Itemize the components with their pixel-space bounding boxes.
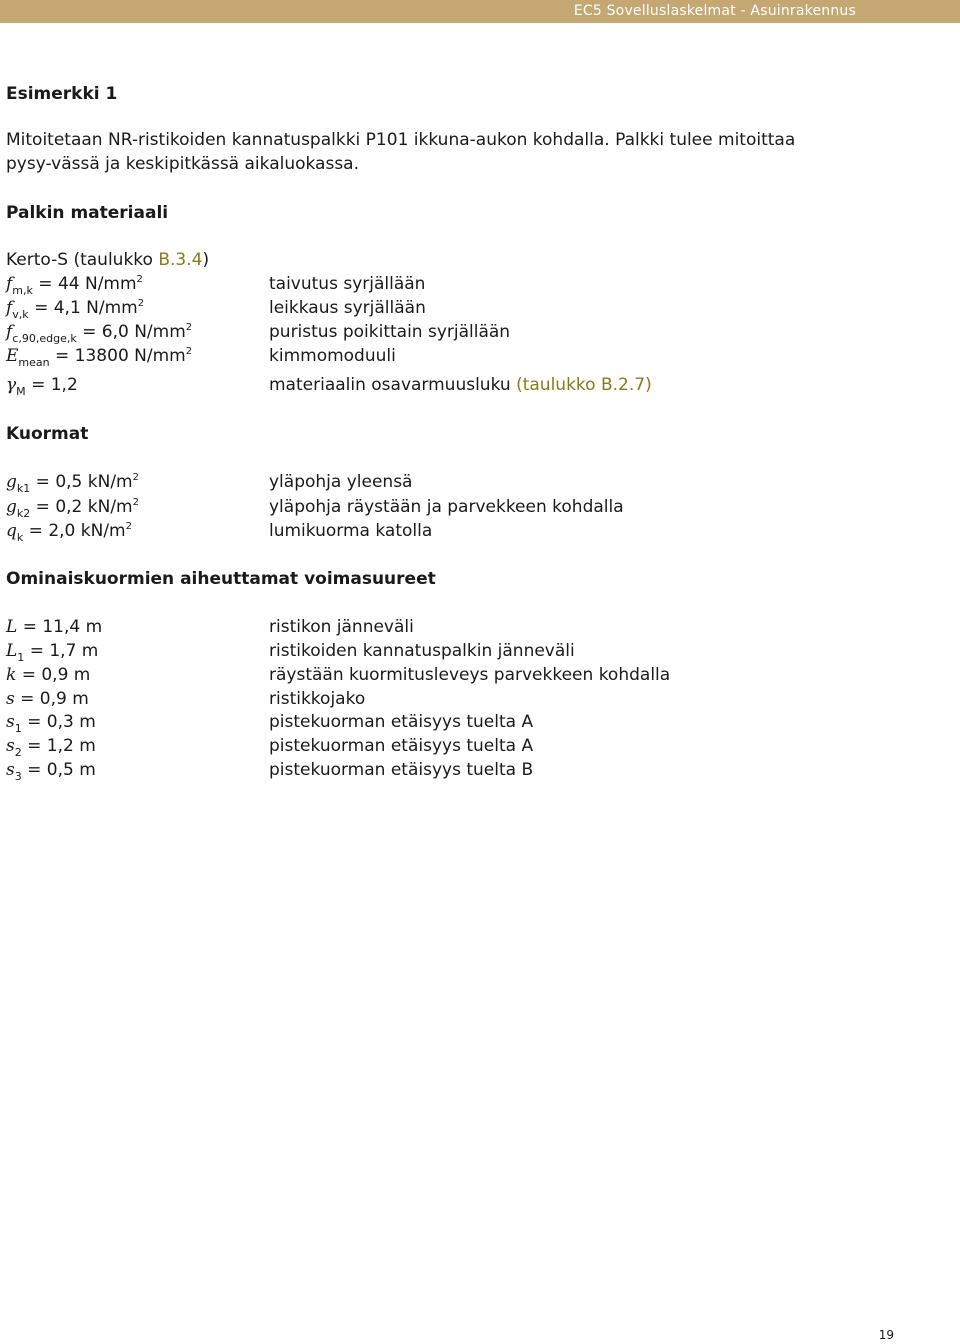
material-row-gamma xyxy=(0,375,960,399)
effect-row-value: L = 11,4 m xyxy=(6,617,103,637)
load-row-gk1 xyxy=(0,472,960,496)
material-row-emean xyxy=(0,346,960,370)
effects-heading: Ominaiskuormien aiheuttamat voimasuureet xyxy=(6,569,436,589)
effect-row-value: $L_1 = 1,7$ m xyxy=(6,641,99,664)
load-row-description: yläpohja räystään ja parvekkeen kohdalla xyxy=(269,497,624,517)
material-row-value: $E_{mean} = 13800$ $N/mm^2$ xyxy=(6,346,193,369)
effect-row-s3 xyxy=(0,760,960,784)
header-bar xyxy=(0,0,960,23)
effect-row-s1 xyxy=(0,712,960,736)
effect-row-l1 xyxy=(0,641,960,665)
load-row-value: $q_k = 2,0$ $kN/m^2$ xyxy=(6,521,132,544)
material-row-description: leikkaus syrjällään xyxy=(269,298,426,318)
material-heading: Palkin materiaali xyxy=(6,203,169,223)
load-row-description: lumikuorma katolla xyxy=(269,521,433,541)
material-row-value: $f_{m,k} = 44$ $N/mm^2$ xyxy=(6,274,143,297)
material-row-fmk xyxy=(0,274,960,298)
effect-row-value: $s_3 = 0,5$ m xyxy=(6,760,96,783)
effect-row-description: pistekuorman etäisyys tuelta B xyxy=(269,760,534,780)
header-title: EC5 Sovelluslaskelmat - Asuinrakennus xyxy=(573,3,856,19)
material-name-suffix: ) xyxy=(202,250,210,270)
effect-row-description: ristikoiden kannatuspalkin jänneväli xyxy=(269,641,575,661)
material-row-fc90 xyxy=(0,322,960,346)
effect-row-description: räystään kuormitusleveys parvekkeen kohdalla xyxy=(269,665,671,685)
effect-row-description: ristikkojako xyxy=(269,689,366,709)
load-row-value: $g_{k2} = 0,2$ $kN/m^2$ xyxy=(6,497,139,520)
material-row-value: $\gamma_M = 1,2$ xyxy=(6,375,78,398)
material-row-description: kimmomoduuli xyxy=(269,346,396,366)
page-number: 19 xyxy=(878,1328,894,1342)
load-row-gk2 xyxy=(0,497,960,521)
example-intro: Mitoitetaan NR-ristikoiden kannatuspalkki P101 ikkuna-aukon kohdalla. Palkki tulee mitoittaa pysy-vässä ja keskipitkässä aikaluokassa. xyxy=(6,130,796,174)
effect-row-description: pistekuorman etäisyys tuelta A xyxy=(269,712,534,732)
effect-row-s2 xyxy=(0,736,960,760)
effect-row-value: $s_1 = 0,3$ m xyxy=(6,712,96,735)
material-name xyxy=(6,250,209,270)
effect-row-s xyxy=(0,689,960,713)
material-row-description: materiaalin osavarmuusluku (taulukko B.2.7) xyxy=(269,375,652,395)
effect-row-l xyxy=(0,617,960,641)
material-name-reference: B.3.4 xyxy=(158,250,203,270)
load-row-qk xyxy=(0,521,960,545)
example-title: Esimerkki 1 xyxy=(6,84,118,104)
effect-row-value: s = 0,9 m xyxy=(6,689,89,709)
effect-row-description: pistekuorman etäisyys tuelta A xyxy=(269,736,534,756)
load-row-description: yläpohja yleensä xyxy=(269,472,413,492)
effect-row-value: k = 0,9 m xyxy=(6,665,91,685)
material-row-description: puristus poikittain syrjällään xyxy=(269,322,511,342)
loads-heading: Kuormat xyxy=(6,424,89,444)
load-row-value: $g_{k1} = 0,5$ $kN/m^2$ xyxy=(6,472,139,495)
material-row-value: $f_{v,k} = 4,1$ $N/mm^2$ xyxy=(6,298,145,321)
effect-row-k xyxy=(0,665,960,689)
effect-row-value: $s_2 = 1,2$ m xyxy=(6,736,96,759)
material-name-prefix: Kerto-S (taulukko xyxy=(6,250,159,270)
material-row-value: $f_{c,90,edge,k} = 6,0$ $N/mm^2$ xyxy=(6,322,193,345)
material-row-fvk xyxy=(0,298,960,322)
material-row-description: taivutus syrjällään xyxy=(269,274,426,294)
effect-row-description: ristikon jänneväli xyxy=(269,617,414,637)
gamma-reference: (taulukko B.2.7) xyxy=(516,375,652,395)
